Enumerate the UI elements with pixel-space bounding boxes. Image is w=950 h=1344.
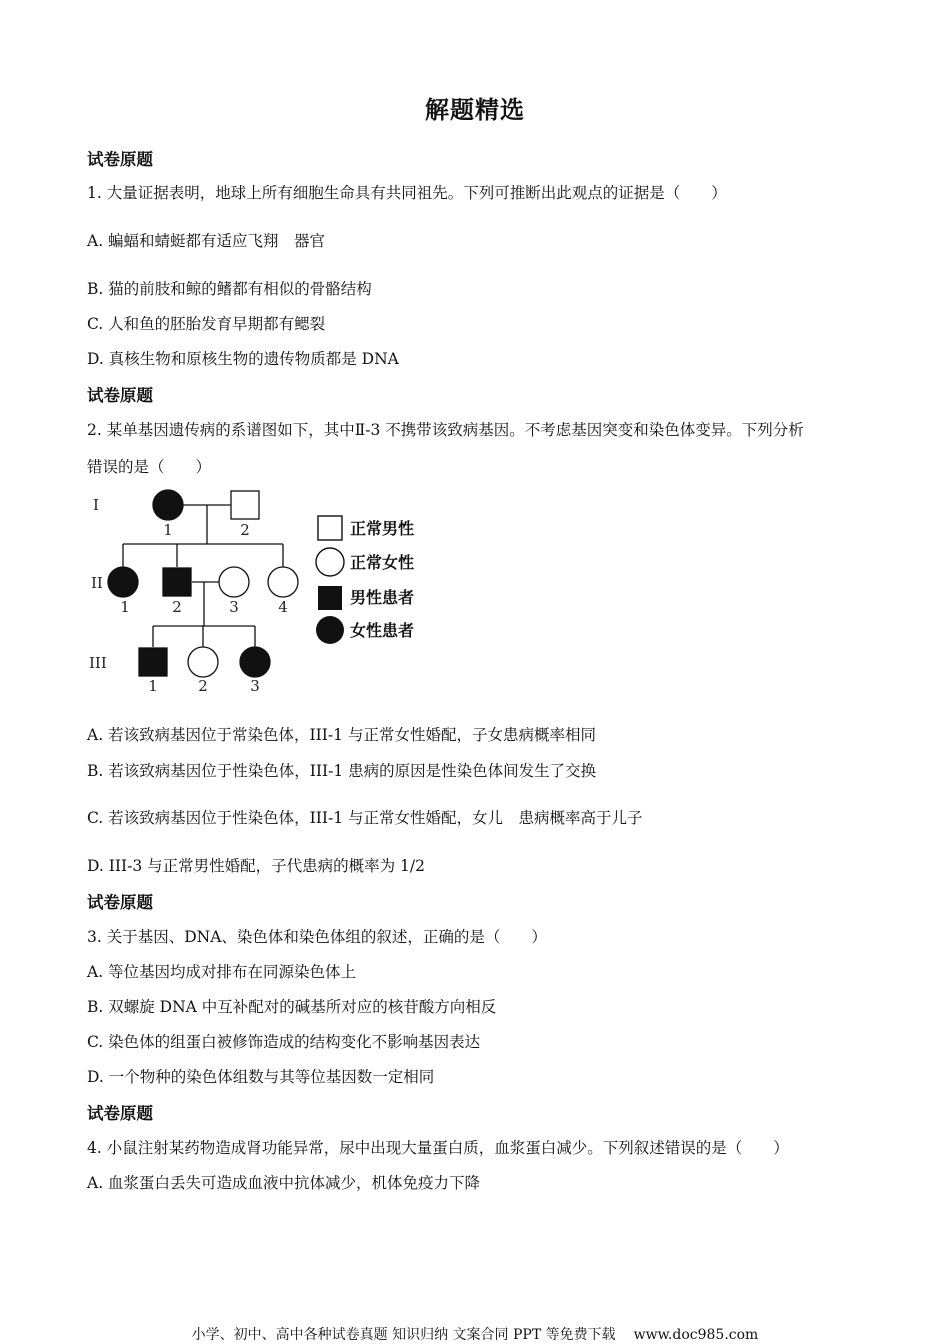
q3-option-a: A. 等位基因均成对排布在同源染色体上 <box>87 963 357 981</box>
q3-option-b: B. 双螺旋 DNA 中互补配对的碱基所对应的核苷酸方向相反 <box>87 998 497 1016</box>
q2-option-a: A. 若该致病基因位于常染色体，III-1 与正常女性婚配，子女患病概率相同 <box>87 726 596 744</box>
legend-normal-female-label: 正常女性 <box>350 553 415 572</box>
pedigree-II-1-affected-female <box>108 567 138 597</box>
q1-option-d: D. 真核生物和原核生物的遗传物质都是 DNA <box>87 350 399 368</box>
pedigree-III-1-affected-male <box>139 648 167 676</box>
pedigree-I-1-affected-female <box>153 490 183 520</box>
section-heading-q4: 试卷原题 <box>87 1104 153 1123</box>
pedigree-II-2-affected-male <box>163 568 191 596</box>
pedigree-II-3-normal-female <box>219 567 249 597</box>
footer-text: 小学、初中、高中各种试卷真题 知识归纳 文案合同 PPT 等免费下载 <box>191 1327 616 1343</box>
pedigree-number: 1 <box>120 598 130 616</box>
pedigree-number: 2 <box>172 598 182 616</box>
pedigree-III-3-affected-female <box>240 647 270 677</box>
pedigree-number: 1 <box>148 677 158 695</box>
q3-option-d: D. 一个物种的染色体组数与其等位基因数一定相同 <box>87 1068 435 1086</box>
section-heading-q1: 试卷原题 <box>87 150 153 169</box>
generation-label-I: I <box>93 496 99 514</box>
q2-option-d: D. III-3 与正常男性婚配，子代患病的概率为 1/2 <box>87 857 425 875</box>
legend-normal-female-icon <box>316 548 344 576</box>
q3-stem: 3. 关于基因、DNA、染色体和染色体组的叙述，正确的是（ ） <box>87 928 547 946</box>
footer-url-link[interactable]: www.doc985.com <box>633 1327 759 1343</box>
legend-affected-male-label: 男性患者 <box>350 588 415 607</box>
q1-option-b: B. 猫的前肢和鲸的鳍都有相似的骨骼结构 <box>87 280 372 298</box>
q3-option-c: C. 染色体的组蛋白被修饰造成的结构变化不影响基因表达 <box>87 1033 481 1051</box>
q1-stem: 1. 大量证据表明，地球上所有细胞生命具有共同祖先。下列可推断出此观点的证据是（ ） <box>87 184 727 202</box>
pedigree-II-4-normal-female <box>268 567 298 597</box>
pedigree-number: 3 <box>229 598 239 616</box>
q2-stem-line1: 2. 某单基因遗传病的系谱图如下，其中Ⅱ-3 不携带该致病基因。不考虑基因突变和染色体变异。下列分析 <box>87 421 804 439</box>
q2-stem-line2: 错误的是（ ） <box>87 458 212 476</box>
pedigree-legend <box>316 516 414 644</box>
generation-label-II: II <box>91 574 103 592</box>
q2-option-b: B. 若该致病基因位于性染色体，III-1 患病的原因是性染色体间发生了交换 <box>87 762 597 780</box>
pedigree-number: 3 <box>250 677 260 695</box>
generation-label-III: III <box>89 654 107 672</box>
pedigree-number: 2 <box>198 677 208 695</box>
legend-affected-male-icon <box>318 586 342 610</box>
pedigree-chart <box>80 484 440 696</box>
pedigree-I-2-normal-male <box>231 491 259 519</box>
q1-option-c: C. 人和鱼的胚胎发育早期都有鳃裂 <box>87 315 326 333</box>
legend-affected-female-icon <box>316 616 344 644</box>
pedigree-number: 2 <box>240 521 250 539</box>
q4-stem: 4. 小鼠注射某药物造成肾功能异常，尿中出现大量蛋白质，血浆蛋白减少。下列叙述错误的是（ ） <box>87 1139 789 1157</box>
page-title: 解题精选 <box>425 96 525 124</box>
q1-option-a: A. 蝙蝠和蜻蜓都有适应飞翔 器官 <box>87 232 326 250</box>
legend-normal-male-label: 正常男性 <box>350 519 415 538</box>
pedigree-number: 1 <box>163 521 173 539</box>
pedigree-III-2-normal-female <box>188 647 218 677</box>
section-heading-q3: 试卷原题 <box>87 893 153 912</box>
q4-option-a: A. 血浆蛋白丢失可造成血液中抗体减少，机体免疫力下降 <box>87 1174 481 1192</box>
pedigree-number: 4 <box>278 598 288 616</box>
page-footer <box>0 1324 950 1344</box>
q2-option-c: C. 若该致病基因位于性染色体，III-1 与正常女性婚配，女儿 患病概率高于儿子 <box>87 809 643 827</box>
legend-normal-male-icon <box>318 516 342 540</box>
legend-affected-female-label: 女性患者 <box>350 621 415 640</box>
section-heading-q2: 试卷原题 <box>87 386 153 405</box>
